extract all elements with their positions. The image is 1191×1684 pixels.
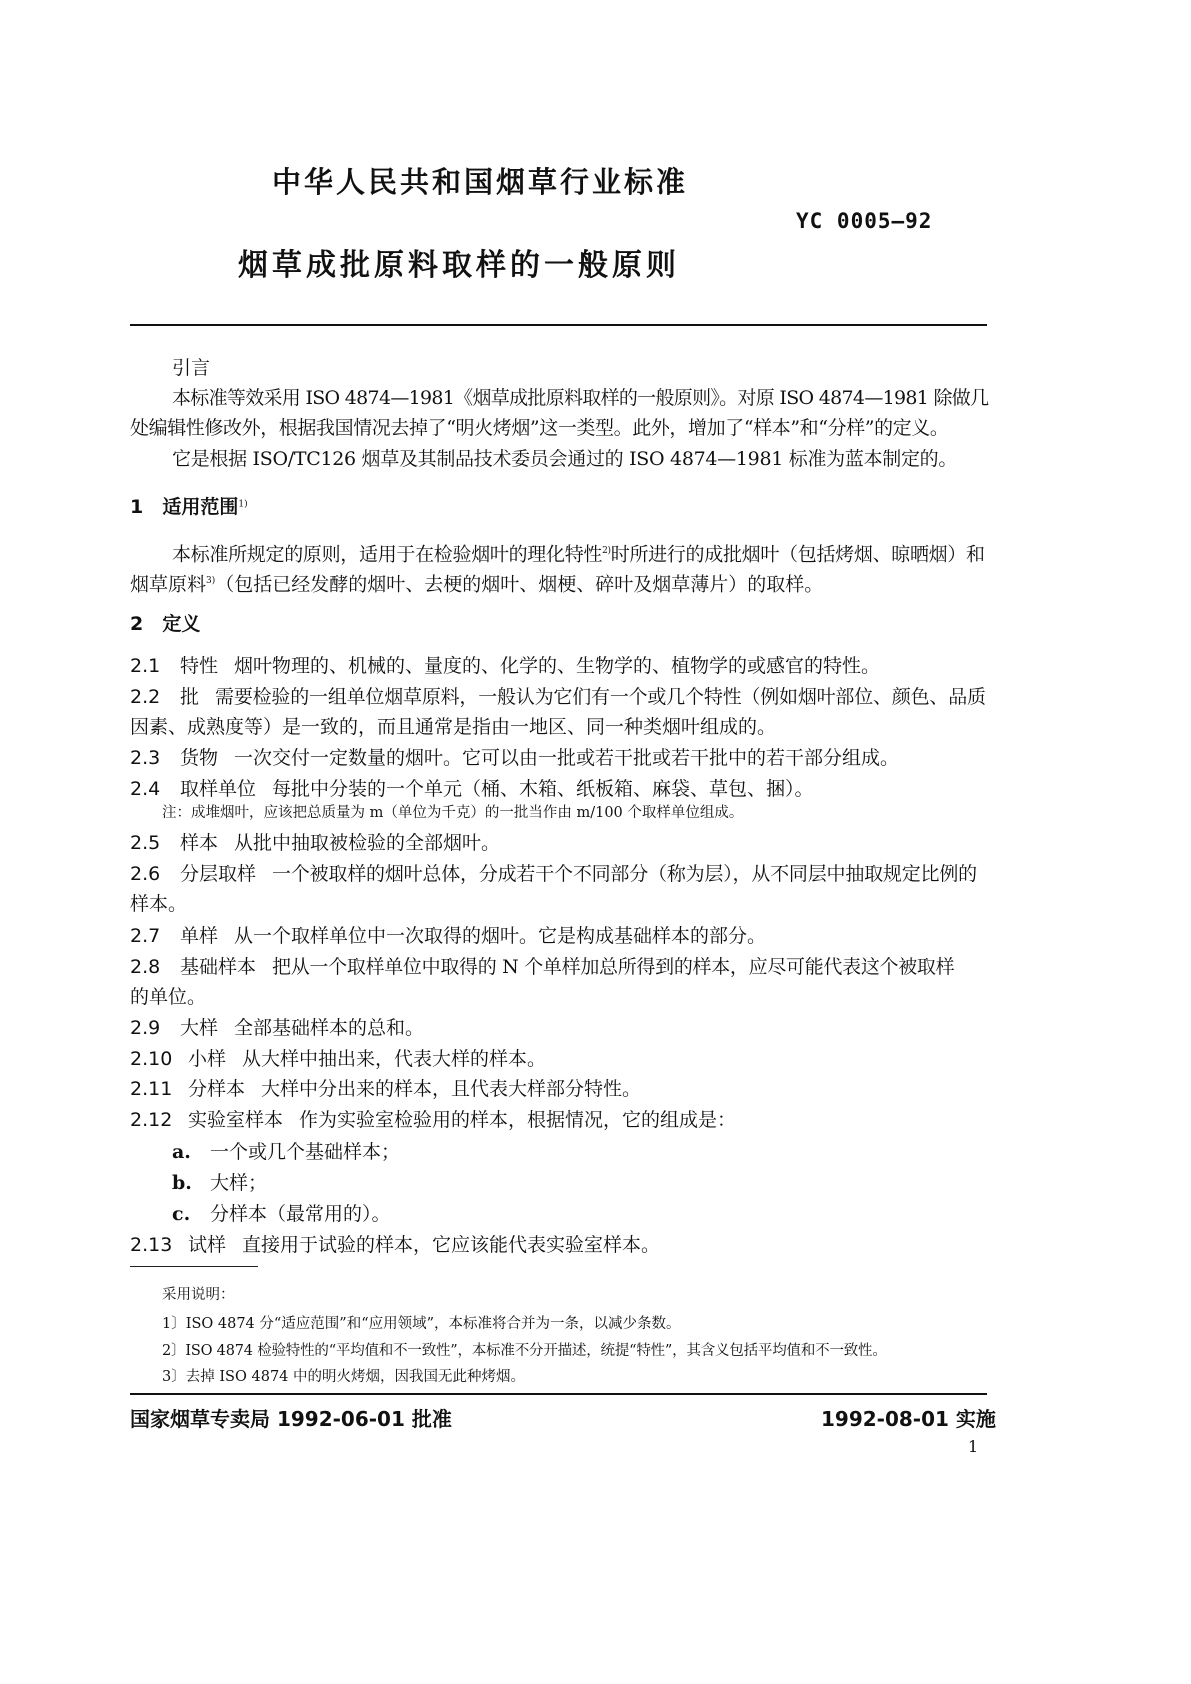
definition-text: 需要检验的一组单位烟草原料，一般认为它们有一个或几个特性（例如烟叶部位、颜色、品质 bbox=[215, 686, 986, 708]
definition-number: 2.7 bbox=[130, 925, 161, 947]
org-title: 中华人民共和国烟草行业标准 bbox=[272, 165, 689, 199]
section-1-heading bbox=[130, 492, 248, 519]
definition-2-8 bbox=[130, 952, 954, 983]
definition-term: 取样单位 bbox=[180, 778, 257, 800]
definition-text: 把从一个取样单位中取得的 N 个单样加总所得到的样本，应尽可能代表这个被取样 bbox=[272, 956, 955, 978]
definition-text: 从批中抽取被检验的全部烟叶。 bbox=[234, 832, 501, 854]
definition-number: 2.1 bbox=[130, 655, 161, 677]
definition-2-10 bbox=[130, 1044, 546, 1075]
list-item-text: 一个或几个基础样本； bbox=[210, 1141, 401, 1163]
intro-paragraph-2: 它是根据 ISO/TC126 烟草及其制品技术委员会通过的 ISO 4874—1981 标准为蓝本制定的。 bbox=[172, 448, 958, 470]
standard-code: YC 0005—92 bbox=[796, 209, 933, 233]
definition-number: 2.10 bbox=[130, 1048, 173, 1070]
section-1-line-1-a: 本标准所规定的原则，适用于在检验烟叶的理化特性 bbox=[172, 543, 603, 566]
list-item-label: c. bbox=[172, 1203, 191, 1225]
list-item-label: b. bbox=[172, 1172, 192, 1194]
definition-term: 试样 bbox=[188, 1234, 227, 1256]
definition-text: 烟叶物理的、机械的、量度的、化学的、生物学的、植物学的或感官的特性。 bbox=[234, 655, 881, 677]
definition-number: 2.5 bbox=[130, 832, 161, 854]
definition-2-1 bbox=[130, 651, 880, 682]
list-item-text: 大样； bbox=[210, 1172, 268, 1194]
definition-number: 2.13 bbox=[130, 1234, 173, 1256]
definition-term: 实验室样本 bbox=[188, 1109, 284, 1131]
approval-line: 国家烟草专卖局 1992-06-01 批准 bbox=[130, 1407, 452, 1431]
definition-2-13 bbox=[130, 1230, 660, 1261]
section-2-number: 2 bbox=[130, 613, 144, 635]
list-item-label: a. bbox=[172, 1141, 191, 1163]
footer-rule bbox=[130, 1393, 987, 1395]
footnotes-heading: 采用说明： bbox=[162, 1287, 235, 1303]
note-2-4: 注：成堆烟叶，应该把总质量为 m（单位为千克）的一批当作由 m/100 个取样单位组成。 bbox=[162, 805, 744, 821]
definition-2-2 bbox=[130, 682, 986, 713]
definition-number: 2.9 bbox=[130, 1017, 161, 1039]
section-1-line-2 bbox=[130, 566, 823, 600]
definition-2-9 bbox=[130, 1013, 424, 1044]
footnote-2: 2〕ISO 4874 检验特性的“平均值和不一致性”，本标准不分开描述，统提“特性”，其含义包括平均值和不一致性。 bbox=[162, 1343, 887, 1359]
page-number: 1 bbox=[968, 1437, 979, 1456]
definition-text: 从一个取样单位中一次取得的烟叶。它是构成基础样本的部分。 bbox=[234, 925, 767, 947]
intro-label: 引言 bbox=[172, 357, 211, 379]
footnote-ref-3: 3) bbox=[206, 576, 216, 586]
intro-paragraph-1-line-2: 处编辑性修改外，根据我国情况去掉了“明火烤烟”这一类型。此外，增加了“样本”和“分样”的定义。 bbox=[130, 417, 949, 439]
definition-text: 大样中分出来的样本，且代表大样部分特性。 bbox=[261, 1078, 642, 1100]
definition-text: 作为实验室检验用的样本，根据情况，它的组成是： bbox=[299, 1109, 737, 1131]
definition-number: 2.11 bbox=[130, 1078, 173, 1100]
definition-text: 从大样中抽出来，代表大样的样本。 bbox=[242, 1048, 547, 1070]
section-2-heading bbox=[130, 609, 200, 636]
footnote-3: 3〕去掉 ISO 4874 中的明火烤烟，因我国无此种烤烟。 bbox=[162, 1369, 526, 1385]
definition-term: 单样 bbox=[180, 925, 219, 947]
definition-text: 每批中分装的一个单元（桶、木箱、纸板箱、麻袋、草包、捆）。 bbox=[272, 778, 814, 800]
section-1-title: 适用范围 bbox=[162, 496, 239, 518]
section-2-title: 定义 bbox=[162, 613, 201, 635]
definition-text: 直接用于试验的样本，它应该能代表实验室样本。 bbox=[242, 1234, 661, 1256]
definition-2-6-continued: 样本。 bbox=[130, 893, 188, 915]
definition-2-7 bbox=[130, 921, 766, 952]
intro-paragraph-1-line-1: 本标准等效采用 ISO 4874—1981《烟草成批原料取样的一般原则》。对原 ISO 4874—1981 除做几 bbox=[172, 387, 989, 409]
definition-2-12 bbox=[130, 1105, 736, 1136]
header-rule bbox=[130, 324, 987, 326]
definition-term: 大样 bbox=[180, 1017, 219, 1039]
definition-term: 分层取样 bbox=[180, 863, 257, 885]
section-1-line-2-a: 烟草原料 bbox=[130, 573, 207, 596]
list-item-text: 分样本（最常用的）。 bbox=[210, 1203, 391, 1225]
definition-2-8-continued: 的单位。 bbox=[130, 986, 207, 1008]
definition-text: 全部基础样本的总和。 bbox=[234, 1017, 425, 1039]
definition-term: 批 bbox=[180, 686, 200, 708]
definition-2-2-continued: 因素、成熟度等）是一致的，而且通常是指由一地区、同一种类烟叶组成的。 bbox=[130, 716, 777, 738]
definition-text: 一个被取样的烟叶总体，分成若干个不同部分（称为层），从不同层中抽取规定比例的 bbox=[272, 863, 977, 885]
definition-term: 小样 bbox=[188, 1048, 227, 1070]
definition-number: 2.6 bbox=[130, 863, 161, 885]
definition-term: 分样本 bbox=[188, 1078, 246, 1100]
footnote-ref-2: 2) bbox=[602, 546, 611, 556]
definition-term: 基础样本 bbox=[180, 956, 257, 978]
section-1-line-1-b: 时所进行的成批烟叶（包括烤烟、晾晒烟）和 bbox=[610, 543, 985, 566]
document-title: 烟草成批原料取样的一般原则 bbox=[238, 248, 680, 283]
list-item-c bbox=[172, 1199, 391, 1230]
section-1-footnote-ref: 1) bbox=[238, 499, 248, 510]
list-item-a bbox=[172, 1137, 400, 1168]
section-1-line-2-b: （包括已经发酵的烟叶、去梗的烟叶、烟梗、碎叶及烟草薄片）的取样。 bbox=[215, 573, 824, 596]
definition-2-5 bbox=[130, 828, 500, 859]
definition-term: 特性 bbox=[180, 655, 219, 677]
footnote-separator bbox=[130, 1266, 258, 1267]
footnote-1: 1〕ISO 4874 分“适应范围”和“应用领域”，本标准将合并为一条，以减少条数。 bbox=[162, 1316, 681, 1332]
definition-number: 2.4 bbox=[130, 778, 161, 800]
definition-2-6 bbox=[130, 859, 977, 890]
definition-2-3 bbox=[130, 743, 899, 774]
definition-number: 2.3 bbox=[130, 747, 161, 769]
definition-text: 一次交付一定数量的烟叶。它可以由一批或若干批或若干批中的若干部分组成。 bbox=[234, 747, 900, 769]
definition-number: 2.8 bbox=[130, 956, 161, 978]
section-1-number: 1 bbox=[130, 496, 144, 518]
definition-2-4 bbox=[130, 774, 814, 805]
definition-number: 2.12 bbox=[130, 1109, 173, 1131]
definition-2-11 bbox=[130, 1074, 641, 1105]
definition-term: 样本 bbox=[180, 832, 219, 854]
list-item-b bbox=[172, 1168, 267, 1199]
effective-date: 1992-08-01 实施 bbox=[821, 1407, 996, 1431]
definition-term: 货物 bbox=[180, 747, 219, 769]
definition-number: 2.2 bbox=[130, 686, 161, 708]
